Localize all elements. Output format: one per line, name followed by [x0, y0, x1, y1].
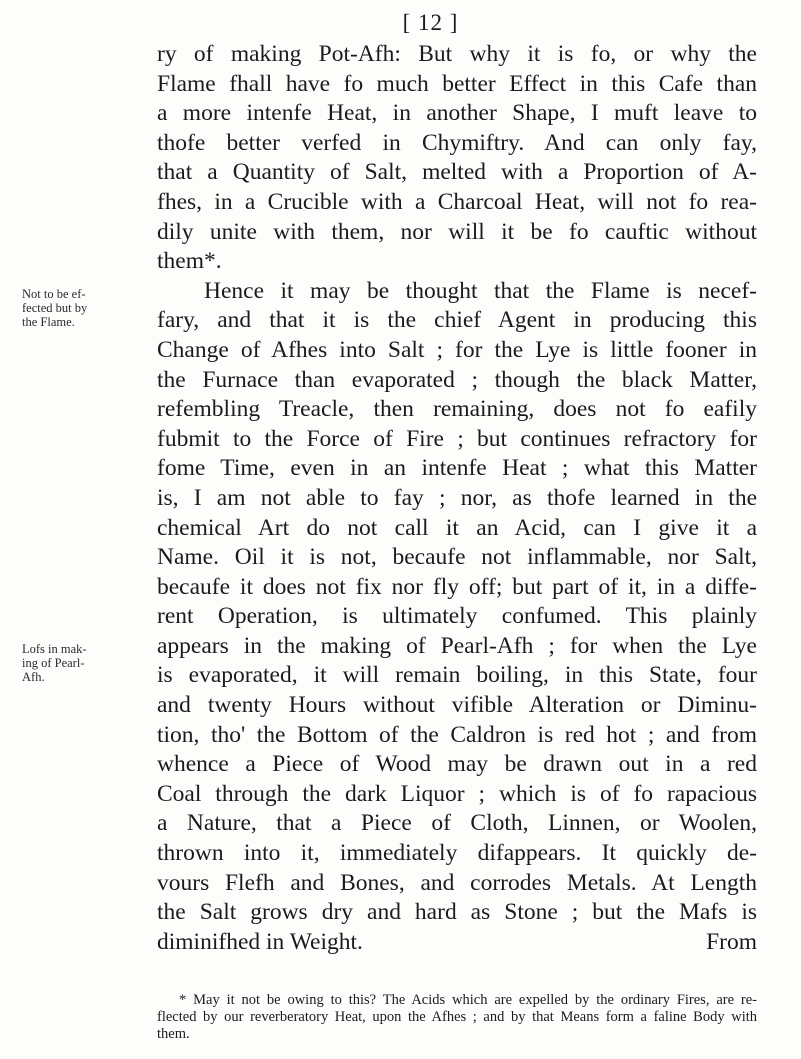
- text-line: tion, tho' the Bottom of the Caldron is red hot ; and from: [157, 721, 757, 748]
- footnote-line: them.: [157, 1026, 190, 1042]
- body-text: [157, 40, 757, 957]
- text-line: fhes, in a Crucible with a Charcoal Heat, will not fo rea-: [157, 188, 757, 215]
- text-line: a more intenfe Heat, in another Shape, I muft leave to: [157, 100, 757, 127]
- text-line: thrown into it, immediately difappears. It quickly de-: [157, 840, 757, 867]
- text-line: Coal through the dark Liquor ; which is of fo rapacious: [157, 780, 757, 807]
- text-line: chemical Art do not call it an Acid, can I give it a: [157, 514, 757, 541]
- text-line: rent Operation, is ultimately confumed. This plainly: [157, 603, 757, 630]
- text-line: diminifhed in Weight.: [157, 928, 363, 955]
- text-line: dily unite with them, nor will it be fo cauftic without: [157, 218, 757, 245]
- text-line: Hence it may be thought that the Flame is necef-: [204, 277, 757, 304]
- margin-note-line: Lofs in mak-: [22, 642, 87, 656]
- text-line: them*.: [157, 248, 222, 275]
- text-line: Name. Oil it is not, becaufe not inflammable, nor Salt,: [157, 544, 757, 571]
- text-line: ry of making Pot-Afh: But why it is fo, or why the: [157, 41, 757, 67]
- text-line: thofe better verfed in Chymiftry. And can only fay,: [157, 129, 757, 156]
- page-number: [ 12 ]: [402, 10, 459, 35]
- text-line: the Furnace than evaporated ; though the black Matter,: [157, 366, 757, 393]
- text-line: Flame fhall have fo much better Effect in this Cafe than: [157, 70, 757, 97]
- margin-note-line: ing of Pearl-: [22, 656, 85, 670]
- footnote: [157, 992, 757, 1043]
- margin-note-line: the Flame.: [22, 315, 75, 329]
- text-line: the Salt grows dry and hard as Stone ; but the Mafs is: [157, 899, 757, 926]
- text-line: refembling Treacle, then remaining, does not fo eafily: [157, 396, 757, 423]
- margin-note-line: fected but by: [22, 301, 88, 315]
- text-line: that a Quantity of Salt, melted with a Proportion of A-: [157, 159, 757, 186]
- margin-note-line: Not to be ef-: [22, 287, 86, 301]
- text-line: fome Time, even in an intenfe Heat ; what this Matter: [157, 455, 757, 482]
- margin-note-pearl-ash: [22, 642, 102, 684]
- text-line: and twenty Hours without vifible Alteration or Diminu-: [157, 692, 757, 719]
- margin-note-line: Afh.: [22, 670, 45, 684]
- text-line: appears in the making of Pearl-Afh ; for when the Lye: [157, 632, 757, 659]
- text-line: whence a Piece of Wood may be drawn out in a red: [157, 751, 757, 778]
- text-line: becaufe it does not fix nor fly off; but part of it, in a diffe-: [157, 573, 757, 600]
- catchword: From: [706, 928, 757, 955]
- text-line: fubmit to the Force of Fire ; but continues refractory for: [157, 425, 757, 452]
- text-line: is evaporated, it will remain boiling, in this State, four: [157, 662, 757, 689]
- text-line: a Nature, that a Piece of Cloth, Linnen, or Woolen,: [157, 810, 757, 837]
- text-line: is, I am not able to fay ; nor, as thofe learned in the: [157, 484, 757, 511]
- text-line: fary, and that it is the chief Agent in producing this: [157, 307, 757, 334]
- footnote-line: * May it not be owing to this? The Acids which are expelled by the ordinary Fires, are re-: [179, 992, 757, 1008]
- footnote-line: flected by our reverberatory Heat, upon the Afhes ; and by that Means form a faline Body with: [157, 1009, 757, 1025]
- text-line: vours Flefh and Bones, and corrodes Metals. At Length: [157, 869, 757, 896]
- margin-note-flame: [22, 287, 102, 329]
- text-line: Change of Afhes into Salt ; for the Lye is little fooner in: [157, 336, 757, 363]
